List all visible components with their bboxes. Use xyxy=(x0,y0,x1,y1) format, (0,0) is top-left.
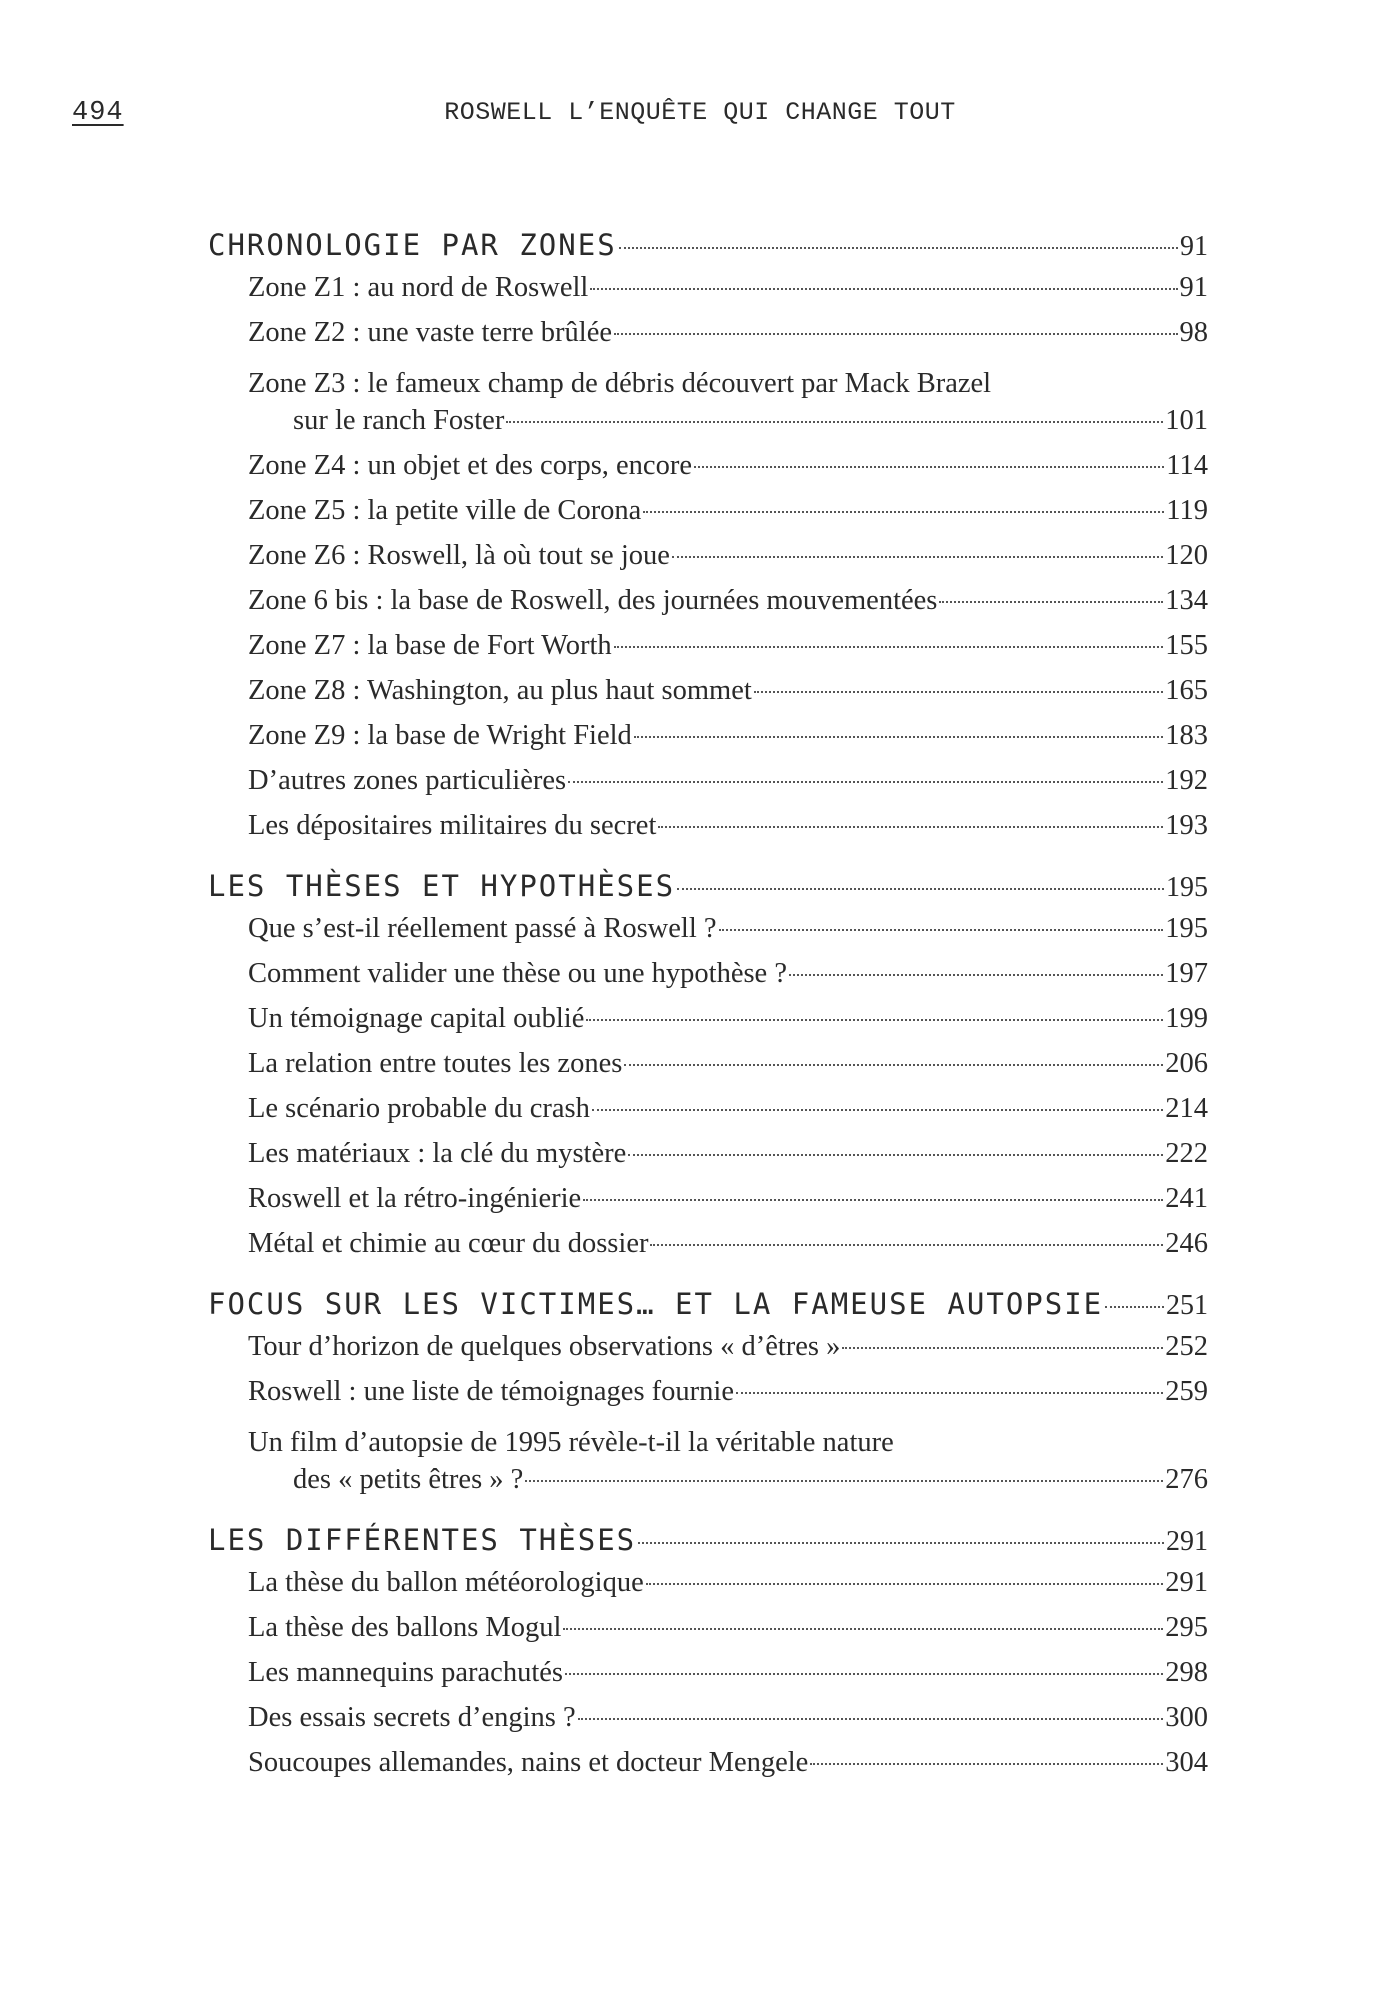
toc-section xyxy=(208,869,1208,1273)
entry-page-number: 155 xyxy=(1165,630,1208,661)
dot-leader xyxy=(939,601,1163,603)
entry-page-number: 246 xyxy=(1165,1228,1208,1259)
entry-title: Les matériaux : la clé du mystère xyxy=(248,1138,627,1169)
entry-page-number: 134 xyxy=(1165,585,1208,616)
dot-leader xyxy=(736,1392,1163,1394)
dot-leader xyxy=(810,1763,1163,1765)
entry-page-number: 304 xyxy=(1165,1747,1208,1778)
section-gap xyxy=(208,1273,1208,1287)
section-page-number: 195 xyxy=(1166,872,1208,903)
entry-title: Zone 6 bis : la base de Roswell, des journées mouvementées xyxy=(248,585,938,616)
dot-leader xyxy=(650,1244,1163,1246)
dot-leader xyxy=(619,247,1178,249)
toc-section xyxy=(208,1523,1208,1792)
entry-page-number: 195 xyxy=(1165,913,1208,944)
entry-title: Soucoupes allemandes, nains et docteur Mengele xyxy=(248,1747,809,1778)
entry-title: Le scénario probable du crash xyxy=(248,1093,590,1124)
toc-entry[interactable] xyxy=(208,272,1208,317)
toc-entry[interactable] xyxy=(208,1376,1208,1421)
dot-leader xyxy=(628,1154,1163,1156)
entry-title: Zone Z5 : la petite ville de Corona xyxy=(248,495,642,526)
entry-title: Zone Z4 : un objet et des corps, encore xyxy=(248,450,692,481)
dot-leader xyxy=(634,736,1163,738)
entry-title: Zone Z7 : la base de Fort Worth xyxy=(248,630,612,661)
section-gap xyxy=(208,855,1208,869)
table-of-contents xyxy=(208,228,1208,1792)
entry-page-number: 192 xyxy=(1165,765,1208,796)
section-title: FOCUS SUR LES VICTIMES… ET LA FAMEUSE AUTOPSIE xyxy=(208,1287,1104,1321)
dot-leader xyxy=(789,974,1163,976)
section-gap xyxy=(208,1509,1208,1523)
dot-leader xyxy=(638,1542,1164,1544)
toc-entry[interactable] xyxy=(208,1657,1208,1702)
entry-title: Zone Z6 : Roswell, là où tout se joue xyxy=(248,540,670,571)
entry-page-number: 252 xyxy=(1165,1331,1208,1362)
dot-leader xyxy=(719,929,1164,931)
section-page-number: 291 xyxy=(1166,1526,1208,1557)
section-heading[interactable] xyxy=(208,1287,1208,1331)
entry-page-number: 222 xyxy=(1165,1138,1208,1169)
toc-entry[interactable] xyxy=(208,1093,1208,1138)
toc-entry[interactable] xyxy=(208,1048,1208,1093)
section-heading[interactable] xyxy=(208,228,1208,272)
dot-leader xyxy=(754,691,1163,693)
dot-leader xyxy=(624,1064,1163,1066)
dot-leader xyxy=(525,1480,1163,1482)
dot-leader xyxy=(643,511,1164,513)
entry-page-number: 114 xyxy=(1166,450,1208,481)
toc-section xyxy=(208,1287,1208,1509)
toc-entry[interactable] xyxy=(208,913,1208,958)
entry-title: Comment valider une thèse ou une hypothèse ? xyxy=(248,958,787,989)
toc-entry[interactable] xyxy=(208,1003,1208,1048)
entry-title: Zone Z9 : la base de Wright Field xyxy=(248,720,632,751)
entry-page-number: 276 xyxy=(1165,1464,1208,1495)
dot-leader xyxy=(677,888,1164,890)
toc-entry[interactable] xyxy=(208,1183,1208,1228)
dot-leader xyxy=(614,646,1164,648)
entry-title: Roswell et la rétro-ingénierie xyxy=(248,1183,582,1214)
dot-leader xyxy=(583,1199,1163,1201)
dot-leader xyxy=(590,288,1177,290)
toc-entry[interactable] xyxy=(208,1331,1208,1376)
entry-page-number: 241 xyxy=(1165,1183,1208,1214)
toc-entry[interactable] xyxy=(208,1421,1208,1509)
entry-title-line2: des « petits êtres » ? xyxy=(293,1464,524,1495)
dot-leader xyxy=(694,466,1164,468)
toc-entry[interactable] xyxy=(208,1567,1208,1612)
entry-title: Zone Z8 : Washington, au plus haut sommet xyxy=(248,675,752,706)
toc-entry[interactable] xyxy=(208,1747,1208,1792)
toc-entry[interactable] xyxy=(208,362,1208,450)
entry-page-number: 197 xyxy=(1165,958,1208,989)
entry-title: Des essais secrets d’engins ? xyxy=(248,1702,576,1733)
entry-title: La relation entre toutes les zones xyxy=(248,1048,623,1079)
entry-page-number: 120 xyxy=(1165,540,1208,571)
section-heading[interactable] xyxy=(208,869,1208,913)
dot-leader xyxy=(578,1718,1164,1720)
entry-title: D’autres zones particulières xyxy=(248,765,567,796)
dot-leader xyxy=(1105,1306,1164,1308)
entry-page-number: 91 xyxy=(1179,272,1208,303)
dot-leader xyxy=(614,333,1177,335)
section-title: LES DIFFÉRENTES THÈSES xyxy=(208,1523,637,1557)
entry-title-line1: Un film d’autopsie de 1995 révèle-t-il la véritable nature xyxy=(248,1427,894,1458)
book-title: ROSWELL L’ENQUÊTE QUI CHANGE TOUT xyxy=(444,98,956,127)
toc-entry[interactable] xyxy=(208,1702,1208,1747)
entry-page-number: 165 xyxy=(1165,675,1208,706)
toc-entry[interactable] xyxy=(208,1228,1208,1273)
dot-leader xyxy=(646,1583,1164,1585)
toc-entry[interactable] xyxy=(208,810,1208,855)
toc-entry[interactable] xyxy=(208,675,1208,720)
entry-page-number: 206 xyxy=(1165,1048,1208,1079)
toc-entry[interactable] xyxy=(208,540,1208,585)
entry-title: Métal et chimie au cœur du dossier xyxy=(248,1228,649,1259)
section-page-number: 251 xyxy=(1166,1290,1208,1321)
section-heading[interactable] xyxy=(208,1523,1208,1567)
entry-page-number: 199 xyxy=(1165,1003,1208,1034)
entry-title: Que s’est-il réellement passé à Roswell ? xyxy=(248,913,717,944)
dot-leader xyxy=(586,1019,1163,1021)
toc-entry[interactable] xyxy=(208,958,1208,1003)
entry-title: Zone Z2 : une vaste terre brûlée xyxy=(248,317,613,348)
entry-title: La thèse des ballons Mogul xyxy=(248,1612,562,1643)
toc-entry[interactable] xyxy=(208,317,1208,362)
dot-leader xyxy=(592,1109,1163,1111)
dot-leader xyxy=(658,826,1163,828)
entry-page-number: 101 xyxy=(1165,405,1208,436)
entry-page-number: 300 xyxy=(1165,1702,1208,1733)
entry-title: Roswell : une liste de témoignages fournie xyxy=(248,1376,734,1407)
toc-section xyxy=(208,228,1208,855)
dot-leader xyxy=(565,1673,1163,1675)
section-title: LES THÈSES ET HYPOTHÈSES xyxy=(208,869,676,903)
dot-leader xyxy=(563,1628,1163,1630)
toc-entry[interactable] xyxy=(208,585,1208,630)
dot-leader xyxy=(842,1347,1163,1349)
entry-page-number: 214 xyxy=(1165,1093,1208,1124)
entry-page-number: 98 xyxy=(1179,317,1208,348)
section-title: CHRONOLOGIE PAR ZONES xyxy=(208,228,617,262)
page-number: 494 xyxy=(72,98,124,128)
entry-page-number: 295 xyxy=(1165,1612,1208,1643)
dot-leader xyxy=(568,781,1163,783)
entry-page-number: 259 xyxy=(1165,1376,1208,1407)
dot-leader xyxy=(506,421,1163,423)
entry-page-number: 183 xyxy=(1165,720,1208,751)
entry-page-number: 119 xyxy=(1166,495,1208,526)
entry-title: Les dépositaires militaires du secret xyxy=(248,810,657,841)
entry-page-number: 193 xyxy=(1165,810,1208,841)
entry-title: La thèse du ballon météorologique xyxy=(248,1567,644,1598)
entry-page-number: 298 xyxy=(1165,1657,1208,1688)
toc-entry[interactable] xyxy=(208,720,1208,765)
dot-leader xyxy=(672,556,1163,558)
toc-entry[interactable] xyxy=(208,450,1208,495)
toc-entry[interactable] xyxy=(208,1138,1208,1183)
entry-title: Zone Z1 : au nord de Roswell xyxy=(248,272,589,303)
toc-entry[interactable] xyxy=(208,1612,1208,1657)
entry-page-number: 291 xyxy=(1165,1567,1208,1598)
toc-entry[interactable] xyxy=(208,630,1208,675)
entry-title: Les mannequins parachutés xyxy=(248,1657,563,1688)
section-page-number: 91 xyxy=(1180,231,1208,262)
entry-title: Tour d’horizon de quelques observations « d’êtres » xyxy=(248,1331,841,1362)
entry-title: Un témoignage capital oublié xyxy=(248,1003,585,1034)
entry-title-line1: Zone Z3 : le fameux champ de débris découvert par Mack Brazel xyxy=(248,368,992,399)
toc-entry[interactable] xyxy=(208,765,1208,810)
toc-entry[interactable] xyxy=(208,495,1208,540)
running-head xyxy=(0,98,1400,132)
entry-title-line2: sur le ranch Foster xyxy=(293,405,505,436)
